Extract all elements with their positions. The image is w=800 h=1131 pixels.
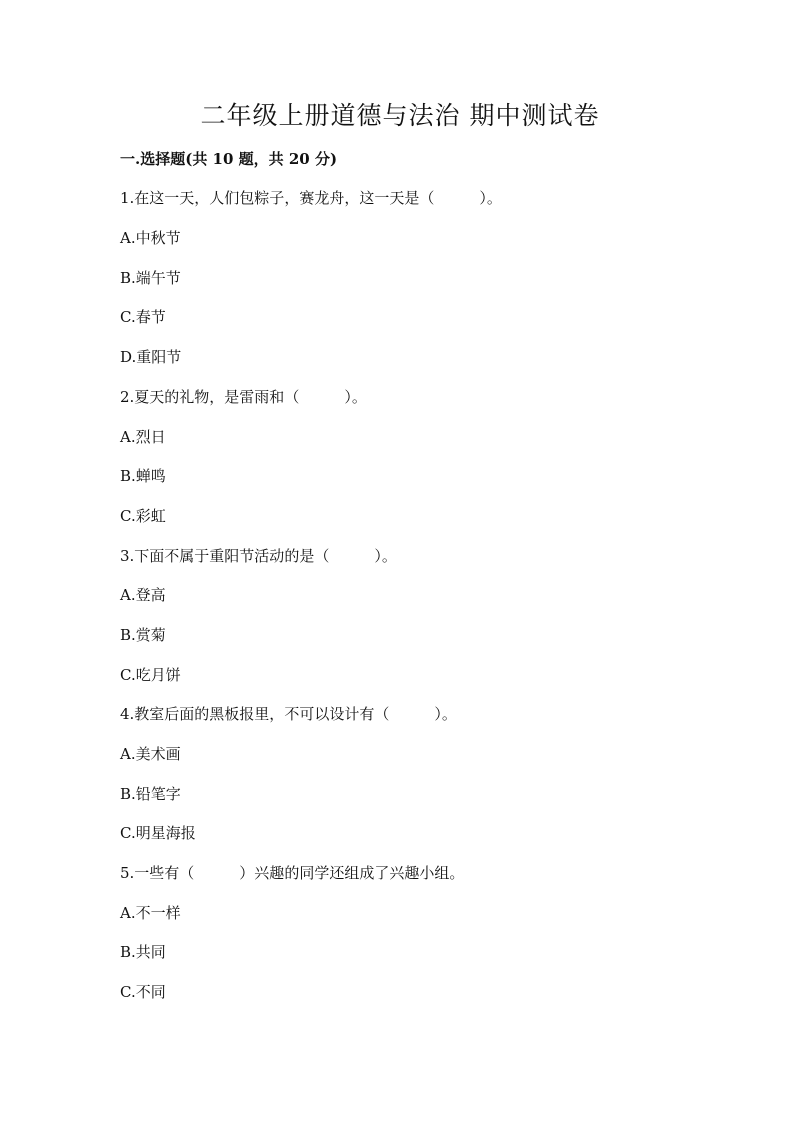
question-4-option-c: C.明星海报 — [120, 824, 196, 842]
question-1-option-d: D.重阳节 — [120, 348, 182, 366]
question-4-stem: 4.教室后面的黑板报里，不可以设计有（ ）。 — [120, 705, 457, 723]
question-3-stem: 3.下面不属于重阳节活动的是（ ）。 — [120, 547, 397, 565]
question-3-option-b: B.赏菊 — [120, 626, 166, 644]
question-1-option-b: B.端午节 — [120, 269, 181, 287]
question-1-option-a: A.中秋节 — [120, 229, 181, 247]
question-5-option-a: A.不一样 — [120, 904, 181, 922]
question-1-stem: 1.在这一天，人们包粽子，赛龙舟，这一天是（ ）。 — [120, 189, 502, 207]
question-5-option-b: B.共同 — [120, 943, 166, 961]
question-2-option-a: A.烈日 — [120, 428, 166, 446]
question-5-stem: 5.一些有（ ）兴趣的同学还组成了兴趣小组。 — [120, 864, 465, 882]
question-3-option-a: A.登高 — [120, 586, 166, 604]
question-4-option-a: A.美术画 — [120, 745, 181, 763]
page-title: 二年级上册道德与法治 期中测试卷 — [200, 101, 600, 130]
question-1-option-c: C.春节 — [120, 308, 166, 326]
question-4-option-b: B.铅笔字 — [120, 785, 181, 803]
question-3-option-c: C.吃月饼 — [120, 666, 181, 684]
question-5-option-c: C.不同 — [120, 983, 166, 1001]
section-heading: 一.选择题(共 10 题，共 20 分) — [120, 150, 338, 168]
question-2-option-c: C.彩虹 — [120, 507, 166, 525]
question-2-stem: 2.夏天的礼物，是雷雨和（ ）。 — [120, 388, 367, 406]
question-2-option-b: B.蝉鸣 — [120, 467, 166, 485]
